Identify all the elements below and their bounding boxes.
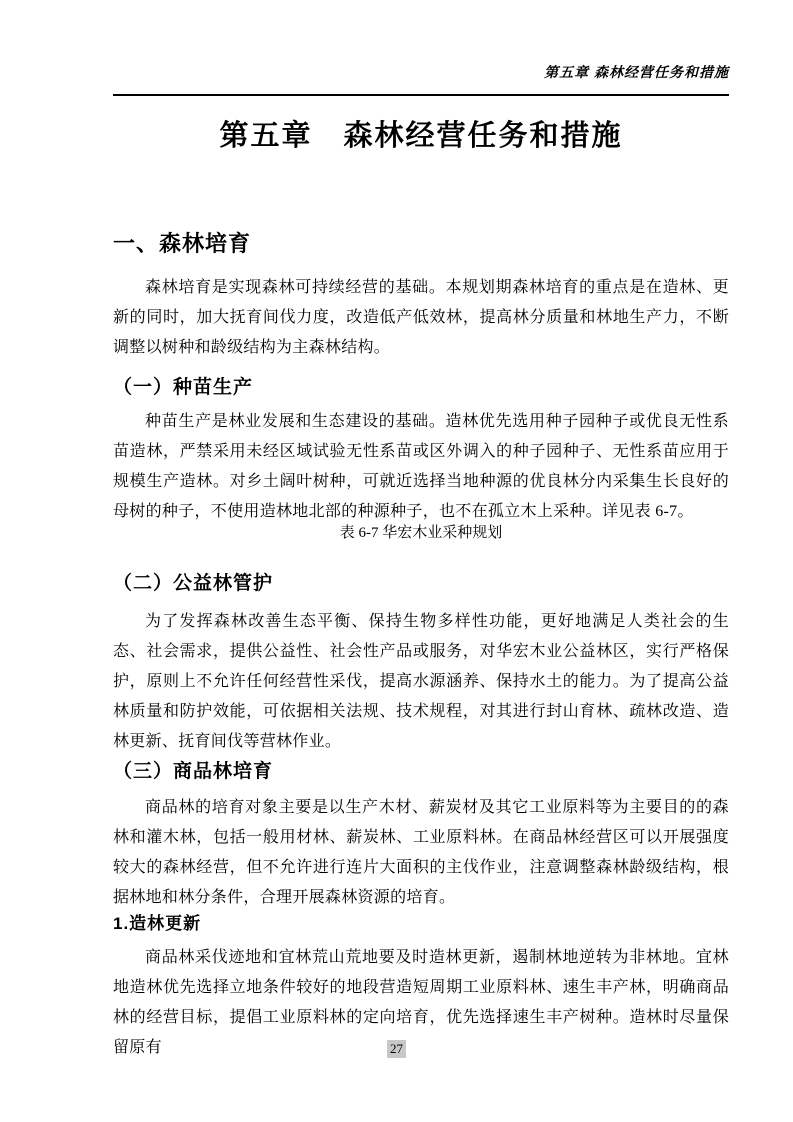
running-head: 第五章 森林经营任务和措施 xyxy=(544,64,729,80)
subsection-heading-seedling-production: （一）种苗生产 xyxy=(113,377,254,398)
subsection-heading-public-welfare-forest: （二）公益林管护 xyxy=(113,573,274,594)
page-footer xyxy=(0,1040,793,1058)
chapter-title: 第五章 森林经营任务和措施 xyxy=(219,120,623,152)
paragraph-seedling-production: 种苗生产是林业发展和生态建设的基础。造林优先选用种子园种子或优良无性系苗造林，严禁采用未经区域试验无性系苗或区外调入的种子园种子、无性系苗应用于规模生产造林。对乡土阔叶树种，可就近选择当地种源的优良林分内采集生长良好的母树的种子，不使用造林地北部的种源种子，也不在孤立木上采种。详见表 6-7。 xyxy=(113,413,729,520)
subsection-heading-commercial-forest: （三）商品林培育 xyxy=(113,761,274,782)
header-divider xyxy=(113,94,729,96)
page-number: 27 xyxy=(387,1040,406,1058)
paragraph-public-welfare-forest: 为了发挥森林改善生态平衡、保持生物多样性功能，更好地满足人类社会的生态、社会需求，提供公益性、社会性产品或服务，对华宏木业公益林区，实行严格保护，原则上不允许任何经营性采伐，提高水源涵养、保持水土的能力。为了提高公益林质量和防护效能，可依据相关法规、技术规程，对其进行封山育林、疏林改造、造林更新、抚育间伐等营林作业。 xyxy=(113,613,729,750)
table-caption: 表 6-7 华宏木业采种规划 xyxy=(339,525,503,541)
paragraph-forest-cultivation: 森林培育是实现森林可持续经营的基础。本规划期森林培育的重点是在造林、更新的同时，加大抚育间伐力度，改造低产低效林，提高林分质量和林地生产力，不断调整以树种和龄级结构为主森林结构。 xyxy=(113,279,729,356)
heading-afforestation-renewal: 1.造林更新 xyxy=(113,914,202,933)
paragraph-commercial-forest: 商品林的培育对象主要是以生产木材、薪炭材及其它工业原料等为主要目的的森林和灌木林，包括一般用材林、薪炭林、工业原料林。在商品林经营区可以开展强度较大的森林经营，但不允许进行连片大面积的主伐作业，注意调整森林龄级结构，根据林地和林分条件，合理开展森林资源的培育。 xyxy=(113,799,729,906)
paragraph-afforestation-renewal: 商品林采伐迹地和宜林荒山荒地要及时造林更新，遏制林地逆转为非林地。宜林地造林优先选择立地条件较好的地段营造短周期工业原料林、速生丰产林，明确商品林的经营目标，提倡工业原料林的定向培育，优先选择速生丰产树种。造林时尽量保留原有 xyxy=(113,949,729,1056)
section-heading-forest-cultivation: 一、森林培育 xyxy=(113,231,252,256)
